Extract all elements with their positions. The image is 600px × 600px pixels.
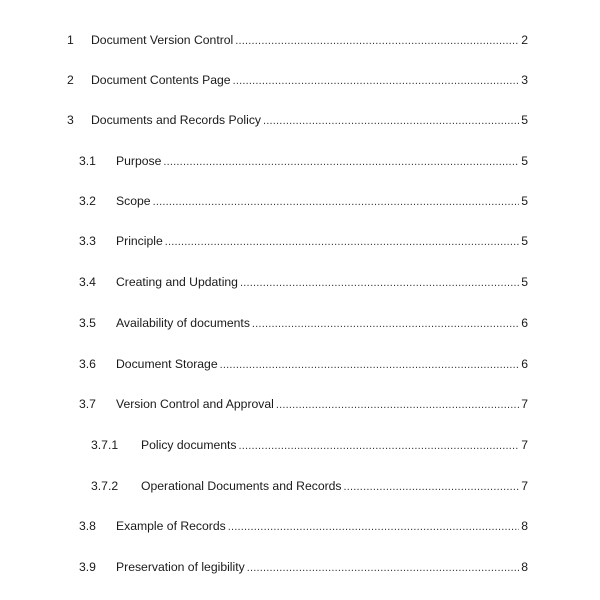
toc-entry-number: 3.4 (79, 275, 96, 289)
toc-entry[interactable] (67, 32, 528, 48)
toc-entry[interactable] (79, 559, 528, 575)
toc-entry[interactable] (79, 193, 528, 209)
toc-entry[interactable] (79, 518, 528, 534)
page-title-fragment (388, 0, 600, 4)
toc-entry-label: Creating and Updating (116, 275, 238, 289)
toc-entry-number: 3.5 (79, 316, 96, 330)
toc-entry[interactable] (79, 396, 528, 412)
toc-entry-label: Documents and Records Policy (91, 113, 262, 127)
toc-dot-leader (263, 113, 519, 129)
toc-dot-leader (220, 357, 520, 373)
toc-entry[interactable] (79, 274, 528, 290)
toc-entry-label: Document Version Control (91, 33, 234, 47)
toc-dot-leader (233, 73, 520, 89)
toc-entry-page: 8 (521, 560, 528, 574)
toc-entry-number: 3.6 (79, 357, 96, 371)
toc-entry-label: Version Control and Approval (116, 397, 274, 411)
toc-entry-label: Operational Documents and Records (141, 479, 342, 493)
toc-entry-number: 1 (67, 33, 74, 47)
toc-entry-page: 2 (521, 33, 528, 47)
toc-entry-page: 6 (521, 316, 528, 330)
toc-entry-page: 6 (521, 357, 528, 371)
toc-entry-label: Principle (116, 234, 163, 248)
toc-dot-leader (239, 438, 520, 454)
toc-entry-label: Document Contents Page (91, 73, 231, 87)
toc-dot-leader (344, 479, 520, 495)
toc-dot-leader (165, 234, 519, 250)
toc-entry[interactable] (79, 356, 528, 372)
toc-dot-leader (240, 275, 519, 291)
toc-entry[interactable] (91, 437, 528, 453)
toc-dot-leader (247, 560, 520, 576)
toc-entry-number: 2 (67, 73, 74, 87)
toc-entry-page: 7 (521, 479, 528, 493)
toc-entry[interactable] (67, 112, 528, 128)
toc-entry-page: 8 (521, 519, 528, 533)
toc-entry-page: 5 (521, 113, 528, 127)
toc-dot-leader (235, 33, 519, 49)
toc-dot-leader (228, 519, 519, 535)
toc-entry-label: Example of Records (116, 519, 226, 533)
toc-entry-page: 5 (521, 154, 528, 168)
toc-entry-number: 3.2 (79, 194, 96, 208)
toc-entry-label: Availability of documents (116, 316, 250, 330)
toc-entry-label: Purpose (116, 154, 162, 168)
toc-entry-page: 5 (521, 194, 528, 208)
toc-entry-number: 3.9 (79, 560, 96, 574)
toc-entry-number: 3.7 (79, 397, 96, 411)
toc-entry-page: 7 (521, 438, 528, 452)
toc-entry-number: 3.1 (79, 154, 96, 168)
toc-dot-leader (163, 154, 519, 170)
toc-entry-page: 5 (521, 275, 528, 289)
toc-entry-number: 3 (67, 113, 74, 127)
toc-entry[interactable] (67, 72, 528, 88)
toc-entry-label: Scope (116, 194, 151, 208)
toc-entry[interactable] (79, 315, 528, 331)
toc-dot-leader (276, 397, 519, 413)
toc-dot-leader (153, 194, 520, 210)
toc-entry-number: 3.8 (79, 519, 96, 533)
toc-entry-page: 5 (521, 234, 528, 248)
toc-entry-page: 3 (521, 73, 528, 87)
toc-entry[interactable] (79, 233, 528, 249)
toc-dot-leader (252, 316, 519, 332)
toc-entry[interactable] (79, 153, 528, 169)
toc-entry-number: 3.7.1 (91, 438, 119, 452)
toc-entry[interactable] (91, 478, 528, 494)
toc-entry-label: Document Storage (116, 357, 218, 371)
toc-entry-label: Preservation of legibility (116, 560, 245, 574)
toc-entry-label: Policy documents (141, 438, 237, 452)
toc-entry-number: 3.3 (79, 234, 96, 248)
toc-entry-page: 7 (521, 397, 528, 411)
toc-entry-number: 3.7.2 (91, 479, 119, 493)
